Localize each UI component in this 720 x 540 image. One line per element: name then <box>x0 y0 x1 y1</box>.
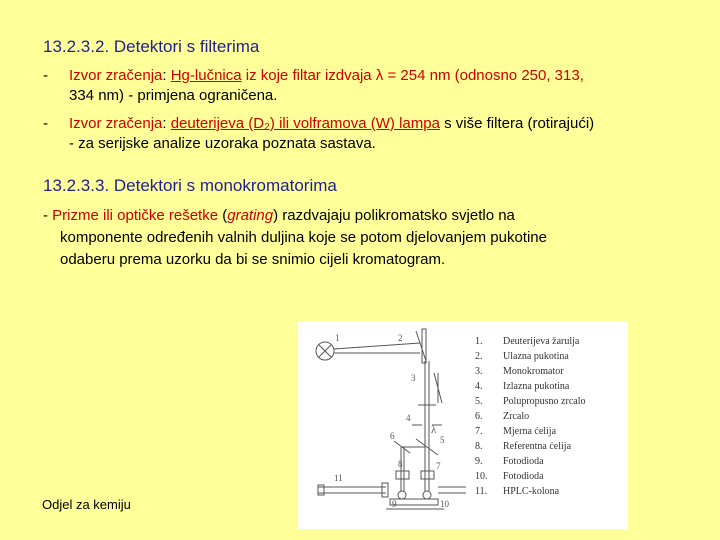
legend-row: 4. Izlazna pukotina <box>475 381 570 392</box>
bullet-text-line2: 334 nm) - primjena ograničena. <box>69 87 278 104</box>
svg-text:3: 3 <box>411 373 416 383</box>
svg-text:6: 6 <box>390 431 395 441</box>
grating-term: grating <box>227 207 274 224</box>
paragraph-line-2: komponente određenih valnih duljina koje se potom djelovanjem pukotine <box>60 229 547 246</box>
figure-legend <box>475 334 586 499</box>
lamp-name: Hg-lučnica <box>170 67 242 84</box>
legend-row: 6. Zrcalo <box>475 411 530 422</box>
source-label: Izvor zračenja <box>69 115 163 132</box>
legend-row: 1. Deuterijeva žarulja <box>475 336 580 347</box>
legend-row: 7. Mjerna ćelija <box>475 426 557 437</box>
paragraph-text: ) razdvajaju polikromatsko svjetlo na <box>273 207 515 224</box>
legend-row: 8. Referentna ćelija <box>475 441 572 452</box>
prism-grating-text: Prizme ili optičke rešetke <box>52 207 219 224</box>
monochromator-paragraph <box>43 205 547 271</box>
source-label: Izvor zračenja <box>69 67 163 84</box>
svg-text:2: 2 <box>398 333 403 343</box>
legend-row: 5. Polupropusno zrcalo <box>475 396 586 407</box>
bullet-text: s više filtera (rotirajući) <box>439 115 595 132</box>
bullet-dash: - <box>43 115 48 132</box>
svg-text:8: 8 <box>398 459 403 469</box>
lamp-name: deuterijeva (D₂) ili volframova (W) lampa <box>170 115 440 132</box>
bullet-dash: - <box>43 67 48 84</box>
bullet-dash: - <box>43 207 53 224</box>
lambda-label: λ <box>431 424 437 436</box>
svg-text:10: 10 <box>440 499 449 509</box>
svg-text:11: 11 <box>334 473 343 483</box>
section-heading-monochromators: 13.2.3.3. Detektori s monokromatorima <box>43 176 337 195</box>
detector-schematic-figure <box>298 321 628 529</box>
colon: : <box>162 115 171 132</box>
svg-text:5: 5 <box>440 435 445 445</box>
svg-text:1: 1 <box>335 333 340 343</box>
svg-text:9: 9 <box>392 499 397 509</box>
bullet-text: iz koje filtar izdvaja λ = 254 nm (odnosno 250, 313, <box>241 67 584 84</box>
colon: : <box>162 67 171 84</box>
paragraph-line-3: odaberu prema uzorku da bi se snimio cijeli kromatogram. <box>60 251 446 268</box>
legend-row: 2. Ulazna pukotina <box>475 351 569 362</box>
footer-department: Odjel za kemiju <box>42 497 131 512</box>
legend-row: 9. Fotodioda <box>475 456 544 467</box>
bullet-text-line2: - za serijske analize uzoraka poznata sastava. <box>69 135 376 152</box>
section-heading-filters: 13.2.3.2. Detektori s filterima <box>43 37 260 56</box>
svg-text:7: 7 <box>436 461 441 471</box>
legend-row: 10. Fotodioda <box>475 471 544 482</box>
legend-row: 3. Monokromator <box>475 366 564 377</box>
svg-text:4: 4 <box>406 413 411 423</box>
legend-row: 11. HPLC-kolona <box>475 486 560 497</box>
paren-open: ( <box>218 207 228 224</box>
